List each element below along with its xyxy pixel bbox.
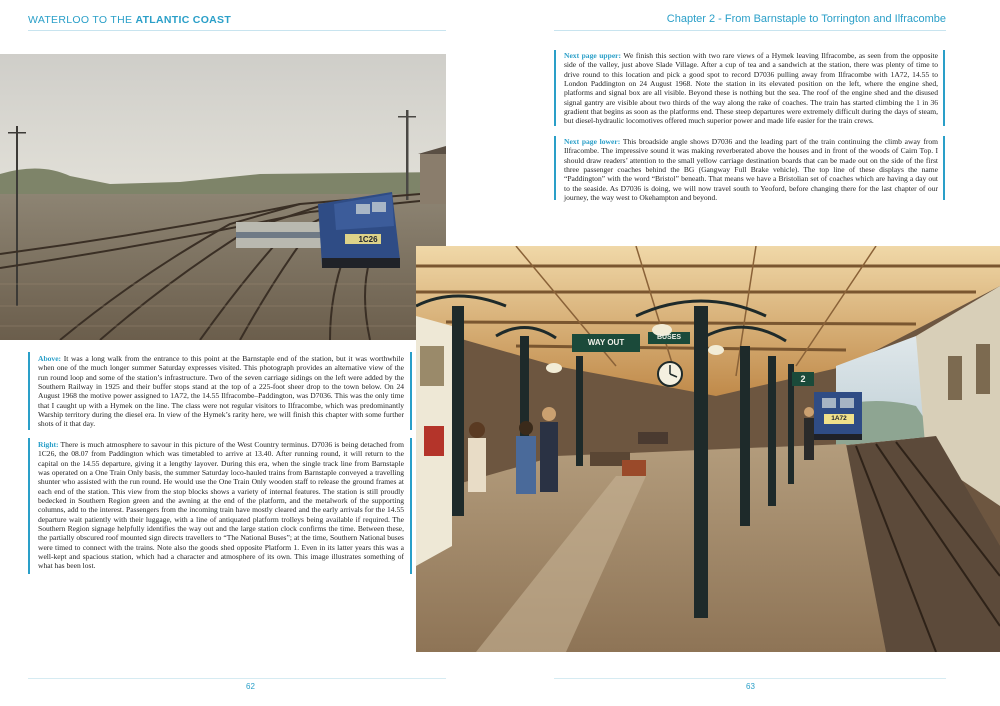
caption-lead: Above:: [38, 354, 62, 363]
book-title-prefix: WATERLOO TO THE: [28, 14, 136, 26]
caption-body: There is much atmosphere to savour in this picture of the West Country terminus. D7036 is being detached from 1C26, the 08.07 from Paddington which was timetabled to arrive at 13.40. After running round, it will return to the capital on the 14.55 departure, giving it a lengthy layover. During this era, when the single track line from Barnstaple was operated on a One Train Only basis, the summer Saturday loco-hauled trains from Barnstaple conveyed a travelling shunter who assisted with the run round. He would use the One Train Only wooden staff to release the ground frames at each end of the station. This view from the stop blocks shows a variety of internal features. The station is still proudly bedecked in Southern Region green and the awning at the end of the platform, and the metalwork of the supporting columns, add to the interest. Passengers from the incoming train have mostly cleared and the early arrivals for the 14.55 departure wait patiently with their luggage, with a line of antiquated platform trolleys being available if required. The Southern Region signage helpfully identifies the way out and the large station clock confirms the time. Between these, the partially obscured roof mounted sign directs travellers to “The National Buses”; at the time, Southern National buses were timed to connect with the trains. Note also the goods shed opposite Platform 1. Even in its latter years this was a well-kept and spacious station, which had a character and atmosphere of its own. This image illustrates something of what has been lost.: [38, 440, 404, 571]
caption-right: [38, 440, 404, 579]
caption-body: We finish this section with two rare views of a Hymek leaving Ilfracombe, as seen from the opposite side of the valley, just above Slade Village. After a cup of tea and a sandwich at the station, there was plenty of time to drive round to this location and pick a good spot to record D7036 pulling away from Ilfracombe with 1A72, 14.55 to London Paddington on 24 August 1968. Note the station in its elevated position on the left, where the engine shed, platforms and signal box are all visible. Beyond these is nothing but the sea. The roof of the engine shed and the disused signal gantry are visible about two thirds of the way along the rake of coaches. The train has started climbing the 1 in 36 gradient that begins as soon as the platforms end. These steep departures were extremely difficult during the days of steam, but diesel-hydraulic locomotives offered much superior power and made life easier for the train crews.: [564, 51, 938, 126]
footer-rule-right: [554, 678, 946, 679]
way-out-sign: WAY OUT: [587, 338, 625, 347]
caption-accent-bar-top-2-right: [943, 136, 945, 200]
loco-headcode-board: 1C26: [358, 235, 378, 244]
photo-station-interior: [416, 246, 1000, 652]
caption-lead: Next page upper:: [564, 51, 622, 60]
caption-body: This broadside angle shows D7036 and the leading part of the train continuing the climb away from Ilfracombe. The impressive sound it was making reverberated above the houses and in front of the woods of Cairn Top. I should draw readers’ attention to the small yellow carriage destination boards that can be made out on the side of the first three passenger coaches behind the BG (Gangway Full Brake vehicle). The top line of these displays the name “Paddington” with the word “Bristol” beneath. That means we have a Bristolian set of coaches which are having a day out to the seaside. As D7036 is doing, we will now travel south to Yeoford, before changing there for the last chapter of our journey, the way west to Okehampton and beyond.: [564, 137, 938, 203]
caption-accent-bar-top-1: [554, 50, 556, 126]
header-rule-left: [28, 30, 446, 31]
caption-accent-bar-bottom-1: [28, 352, 30, 430]
caption-accent-bar-bottom-2-right: [410, 438, 412, 574]
photo-hymek-run-round-loop-image: [0, 54, 446, 340]
footer-rule-left: [28, 678, 446, 679]
caption-accent-bar-top-2: [554, 136, 556, 200]
caption-next-page-upper: [564, 51, 938, 134]
platform-number-sign: 2: [800, 374, 806, 384]
caption-lead: Right:: [38, 440, 59, 449]
page-number-right: 63: [746, 682, 755, 691]
page-number-left: 62: [246, 682, 255, 691]
running-head-chapter: Chapter 2 - From Barnstaple to Torrington and Ilfracombe: [666, 13, 946, 25]
caption-lead: Next page lower:: [564, 137, 621, 146]
caption-body: It was a long walk from the entrance to this point at the Barnstaple end of the station, but it was worthwhile when one of the much longer summer Saturday expresses visited. This photograph provides an alternative view of the run round loop and some of the station’s infrastructure. Two of the seven carriage sidings on the left were added by the Southern Railway in 1925 and their buffer stops stand at the top of a 225-foot sheer drop to the town below. On 24 August 1968 the motive power assigned to 1A72, the 14.55 Ilfracombe–Paddington, was D7036. This was the only time that I caught up with a Hymek on the line. The class were not regular visitors to Ilfracombe, which was predominantly Warship territory during the diesel era. In view of the Hymek’s rarity here, we will finish this chapter with some further shots of it that day.: [38, 354, 404, 429]
photo-hymek-run-round-loop: [0, 54, 446, 340]
caption-above: [38, 354, 404, 437]
loco-headcode-board: 1A72: [831, 415, 847, 422]
book-title-accent: ATLANTIC COAST: [135, 14, 232, 26]
caption-accent-bar-top-1-right: [943, 50, 945, 126]
buses-sign: BUSES: [656, 334, 682, 341]
running-head-book-title: [28, 14, 231, 26]
caption-accent-bar-bottom-2: [28, 438, 30, 574]
caption-accent-bar-bottom-1-right: [410, 352, 412, 430]
caption-next-page-lower: [564, 137, 938, 210]
photo-station-interior-image: [416, 246, 1000, 652]
header-rule-right: [554, 30, 946, 31]
